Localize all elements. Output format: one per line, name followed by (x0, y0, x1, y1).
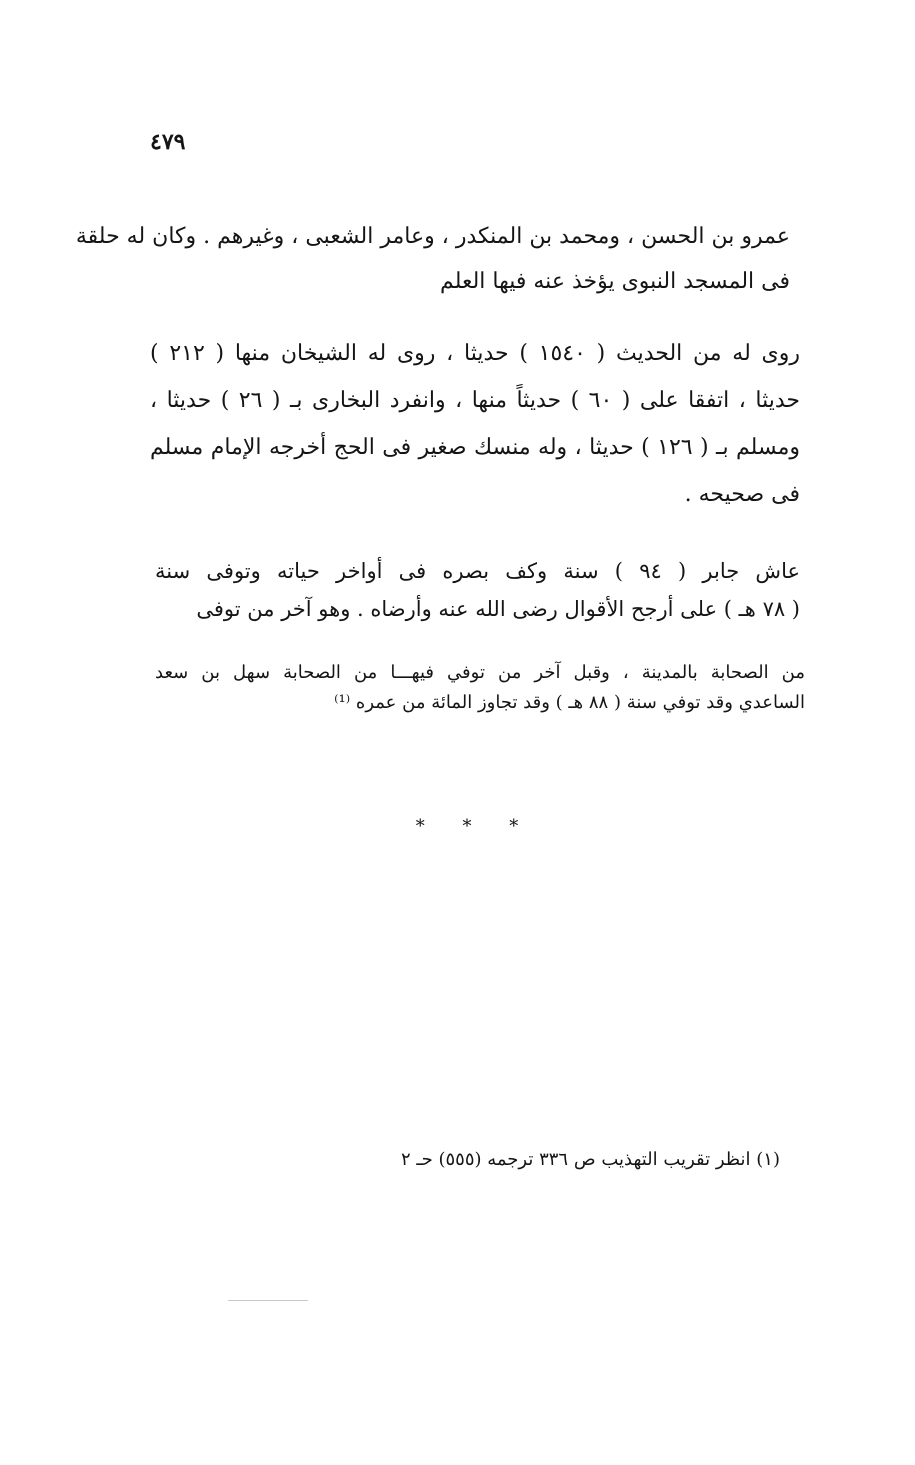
paragraph-death (155, 552, 800, 628)
paragraph-line: عمرو بن الحسن ، ومحمد بن المنكدر ، وعامر الشعبى ، وغيرهم . وكان له حلقة (75, 224, 790, 249)
footnote: (١) انظر تقريب التهذيب ص ٣٣٦ ترجمه (٥٥٥) حـ ٢ (400, 1149, 780, 1170)
paragraph-line: ومسلم بـ ( ١٢٦ ) حديثا ، وله منسك صغير فى الحج أخرجه الإمام مسلم (150, 435, 800, 460)
paragraph-line: فى صحيحه . (684, 482, 800, 507)
paragraph-last-companion (155, 658, 805, 718)
paragraph-line: ( ٧٨ هـ ) على أرجح الأقوال رضى الله عنه وأرضاه . وهو آخر من توفى (196, 597, 800, 621)
paragraph-hadith-count (150, 330, 800, 518)
paragraph-line: روى له من الحديث ( ١٥٤٠ ) حديثا ، روى له الشيخان منها ( ٢١٢ ) (150, 341, 800, 366)
paragraph-line: حديثا ، اتفقا على ( ٦٠ ) حديثاً منها ، وانفرد البخارى بـ ( ٢٦ ) حديثا ، (150, 388, 800, 413)
paragraph-teachers-circle (75, 214, 790, 304)
paragraph-line: من الصحابة بالمدينة ، وقبل آخر من توفي فيهـــا من الصحابة سهل بن سعد (155, 662, 805, 683)
paragraph-line: عاش جابر ( ٩٤ ) سنة وكف بصره فى أواخر حياته وتوفى سنة (155, 559, 800, 583)
scan-artifact-line (228, 1300, 308, 1301)
paragraph-line: فى المسجد النبوى يؤخذ عنه فيها العلم (440, 269, 790, 294)
paragraph-line: الساعدي وقد توفي سنة ( ٨٨ هـ ) وقد تجاوز المائة من عمره ⁽¹⁾ (334, 692, 805, 713)
page-number: ٤٧٩ (150, 129, 186, 155)
section-separator: * * * (415, 816, 535, 837)
